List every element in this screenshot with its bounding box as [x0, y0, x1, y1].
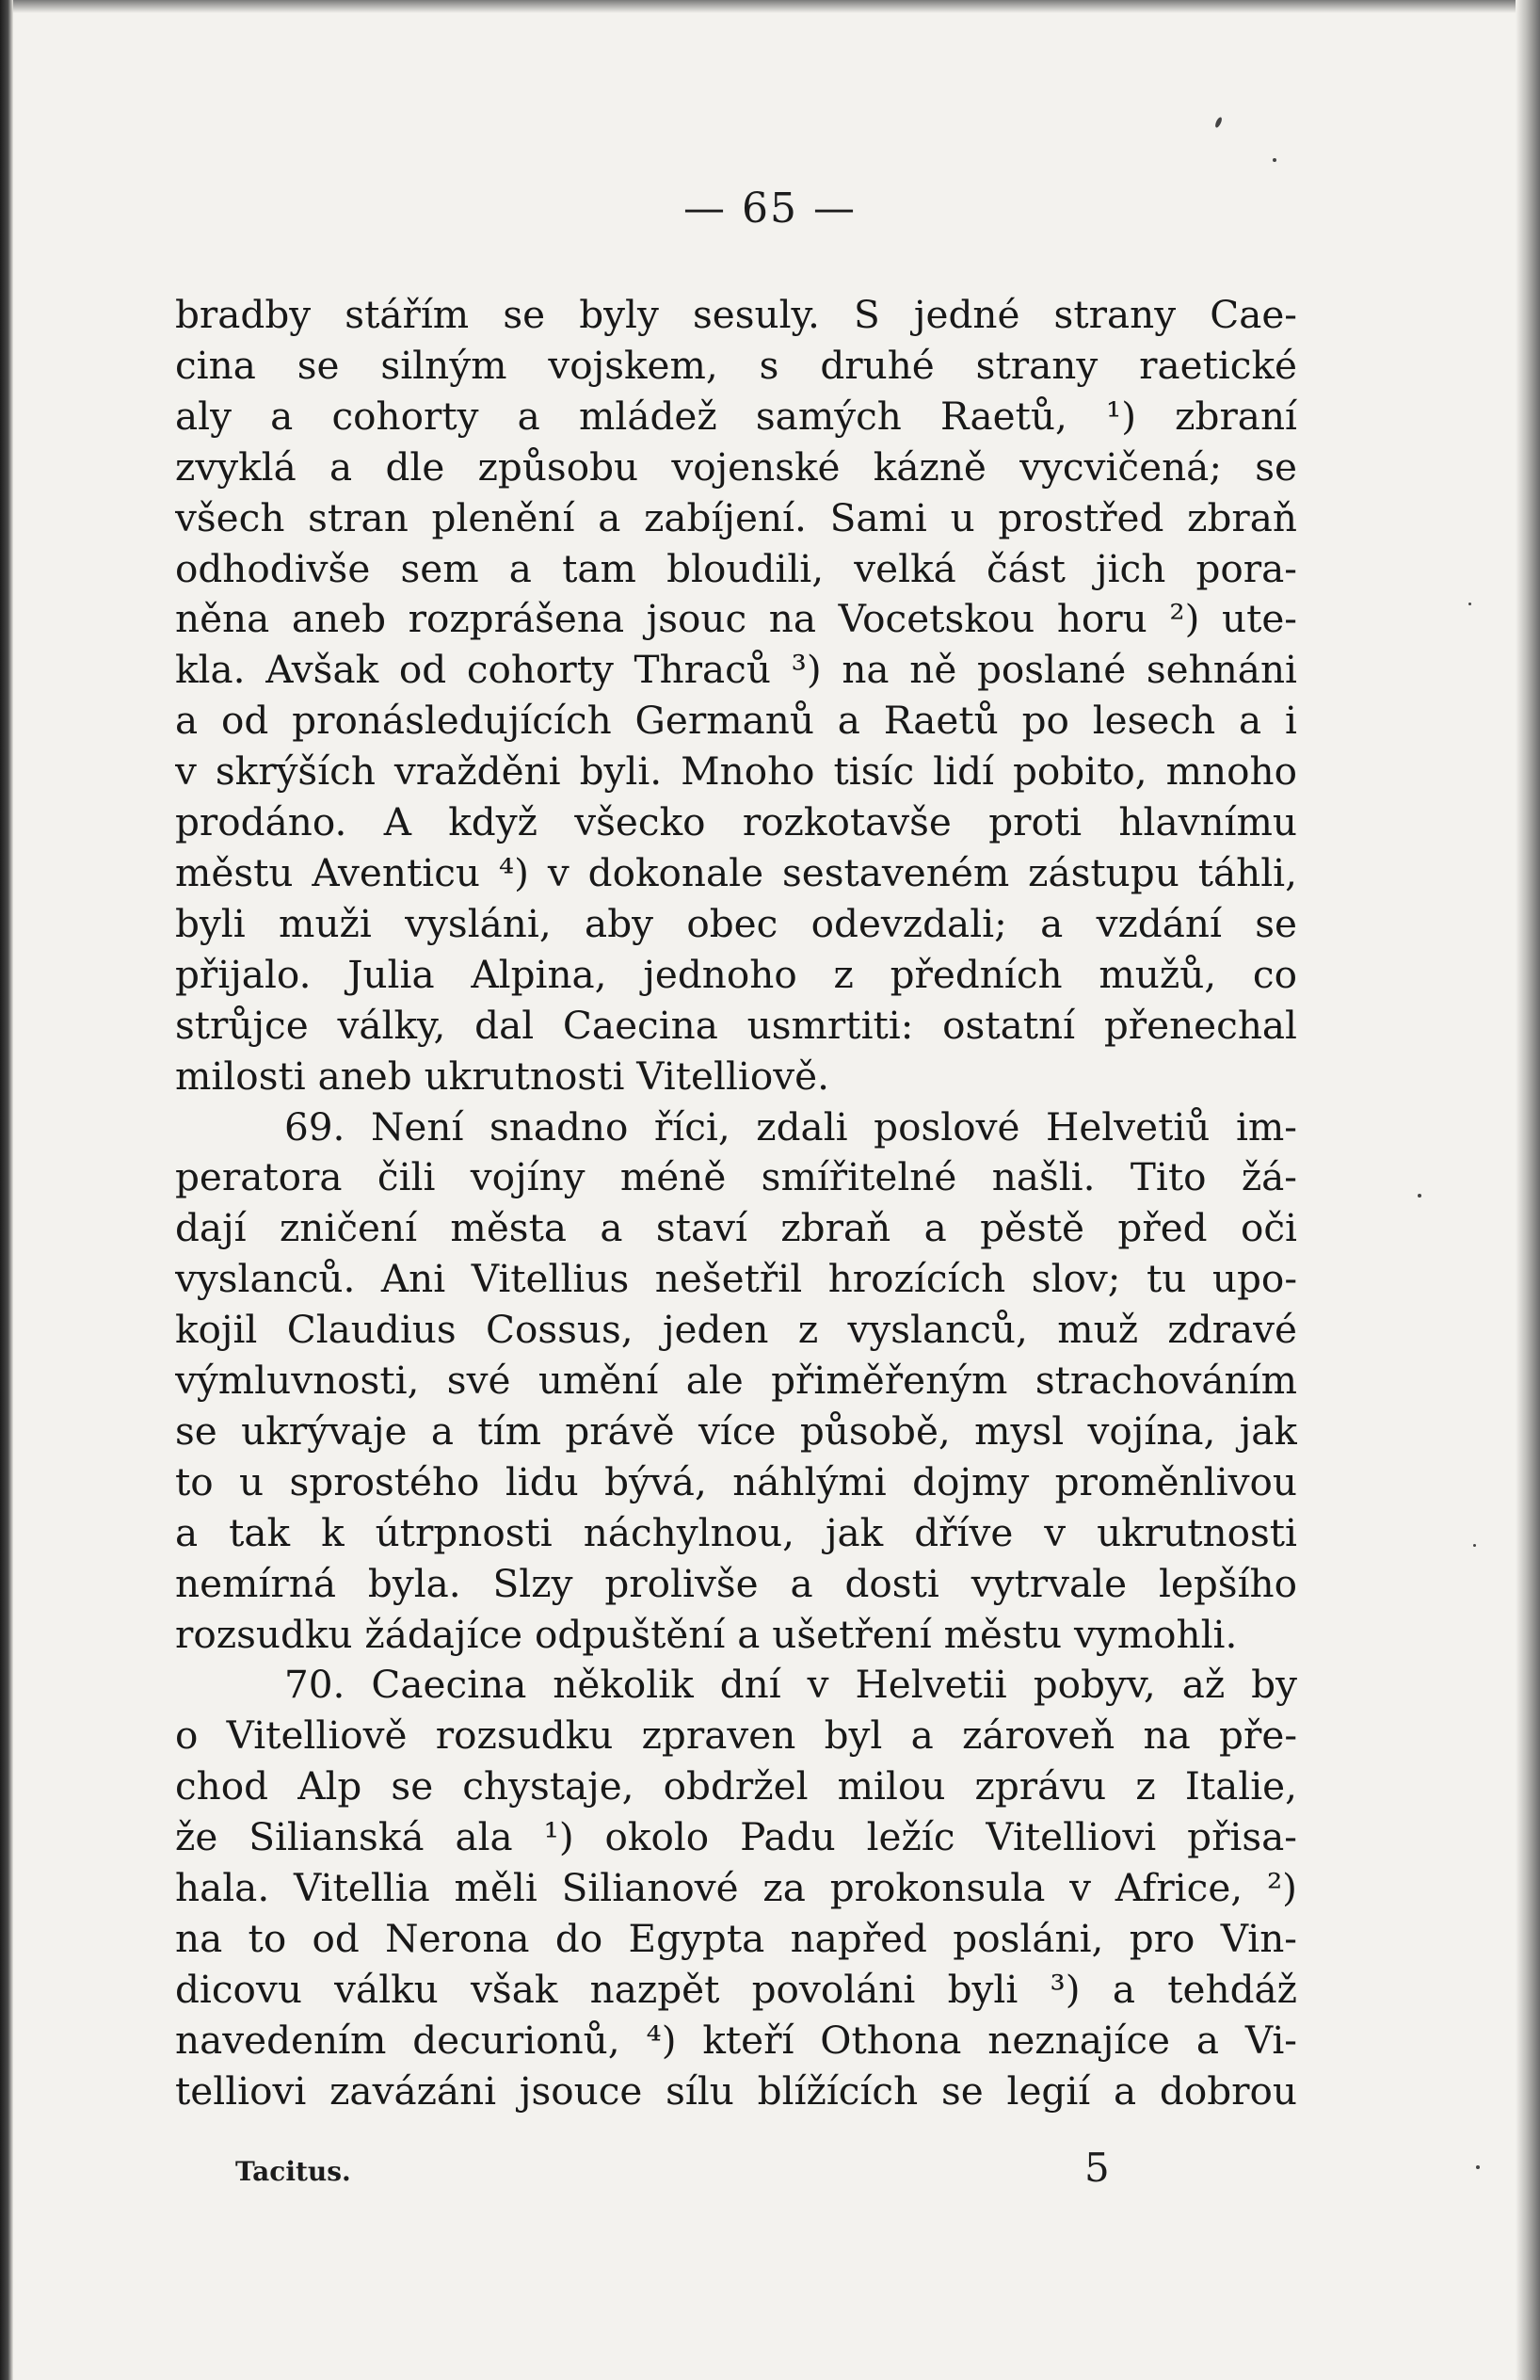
text-line: výmluvnosti, své umění ale přiměřeným strachováním [175, 1358, 1297, 1404]
page-number: — 65 — [683, 185, 857, 233]
text-line: nemírná byla. Slzy prolivše a dosti vytrvale lepšího [175, 1560, 1297, 1606]
text-line: zvyklá a dle způsobu vojenské kázně vycvičená; se [175, 443, 1297, 490]
text-line: městu Aventicu ⁴) v dokonale sestaveném zástupu táhli, [175, 849, 1297, 895]
print-speck [1214, 117, 1224, 129]
text-line: chod Alp se chystaje, obdržel milou zprávu z Italie, [175, 1763, 1297, 1809]
text-line: něna aneb rozprášena jsouc na Vocetskou horu ²) ute- [175, 596, 1297, 642]
text-line: se ukrývaje a tím právě více působě, mysl vojína, jak [175, 1407, 1297, 1454]
text-line: vyslanců. Ani Vitellius nešetřil hrozících slov; tu upo- [175, 1256, 1297, 1302]
text-line: byli muži vysláni, aby obec odevzdali; a vzdání se [175, 900, 1297, 946]
text-line: v skrýších vražděni byli. Mnoho tisíc lidí pobito, mnoho [175, 748, 1297, 795]
page-top-edge [0, 0, 1540, 13]
print-speck [1476, 2165, 1480, 2169]
text-line: kla. Avšak od cohorty Thraců ³) na ně poslané sehnáni [175, 647, 1297, 693]
text-line-paragraph-start: 70. Caecina několik dní v Helvetii pobyv, až by [284, 1662, 1297, 1708]
text-line: rozsudku žádajíce odpuštění a ušetření městu vymohli. [175, 1611, 1238, 1657]
text-line-paragraph-start: 69. Není snadno říci, zdali poslové Helvetiů im- [284, 1103, 1297, 1150]
text-line: bradby stářím se byly sesuly. S jedné strany Cae- [175, 292, 1297, 337]
text-line: milosti aneb ukrutnosti Vitelliově. [175, 1053, 829, 1099]
page-right-edge [1516, 0, 1540, 2380]
text-line: dají zničení města a staví zbraň a pěstě před oči [175, 1205, 1297, 1251]
text-line: kojil Claudius Cossus, jeden z vyslanců, muž zdravé [175, 1307, 1297, 1353]
print-speck [1273, 158, 1276, 162]
text-line: o Vitelliově rozsudku zpraven byl a zároveň na pře- [175, 1713, 1297, 1759]
print-speck [1468, 603, 1471, 605]
text-line: prodáno. A když všecko rozkotavše proti hlavnímu [175, 799, 1297, 845]
text-line: telliovi zavázáni jsouce sílu blížících se legií a dobrou [175, 2067, 1297, 2114]
text-line: na to od Nerona do Egypta napřed posláni, pro Vin- [175, 1916, 1297, 1961]
body-text [175, 290, 1297, 2117]
text-line: hala. Vitellia měli Silianové za prokonsula v Africe, ²) [175, 1865, 1297, 1911]
print-speck [1418, 1194, 1421, 1198]
text-line: navedením decurionů, ⁴) kteří Othona neznajíce a Vi- [175, 2017, 1297, 2063]
footer-book-title: Tacitus. [235, 2156, 351, 2187]
text-line: dicovu válku však nazpět povoláni byli ³) a tehdáž [175, 1966, 1297, 2012]
text-line: že Silianská ala ¹) okolo Padu ležíc Vitelliovi přisa- [175, 1814, 1297, 1860]
print-speck [1473, 1544, 1476, 1547]
text-line: a tak k útrpnosti náchylnou, jak dříve v ukrutnosti [175, 1509, 1297, 1555]
page-left-edge [0, 0, 13, 2380]
text-line: odhodivše sem a tam bloudili, velká část jich pora- [175, 545, 1297, 591]
text-line: přijalo. Julia Alpina, jednoho z předních mužů, co [175, 951, 1297, 997]
footer-signature-mark: 5 [1084, 2145, 1110, 2191]
text-line: peratora čili vojíny méně smířitelné našli. Tito žá- [175, 1154, 1297, 1200]
text-line: všech stran plenění a zabíjení. Sami u prostřed zbraň [175, 494, 1297, 540]
text-line: to u sprostého lidu bývá, náhlými dojmy proměnlivou [175, 1458, 1297, 1504]
text-line: cina se silným vojskem, s druhé strany raetické [175, 342, 1297, 388]
text-line: a od pronásledujících Germanů a Raetů po lesech a i [175, 698, 1297, 744]
text-line: aly a cohorty a mládež samých Raetů, ¹) zbraní [175, 393, 1297, 439]
text-line: strůjce války, dal Caecina usmrtiti: ostatní přenechal [175, 1002, 1297, 1048]
